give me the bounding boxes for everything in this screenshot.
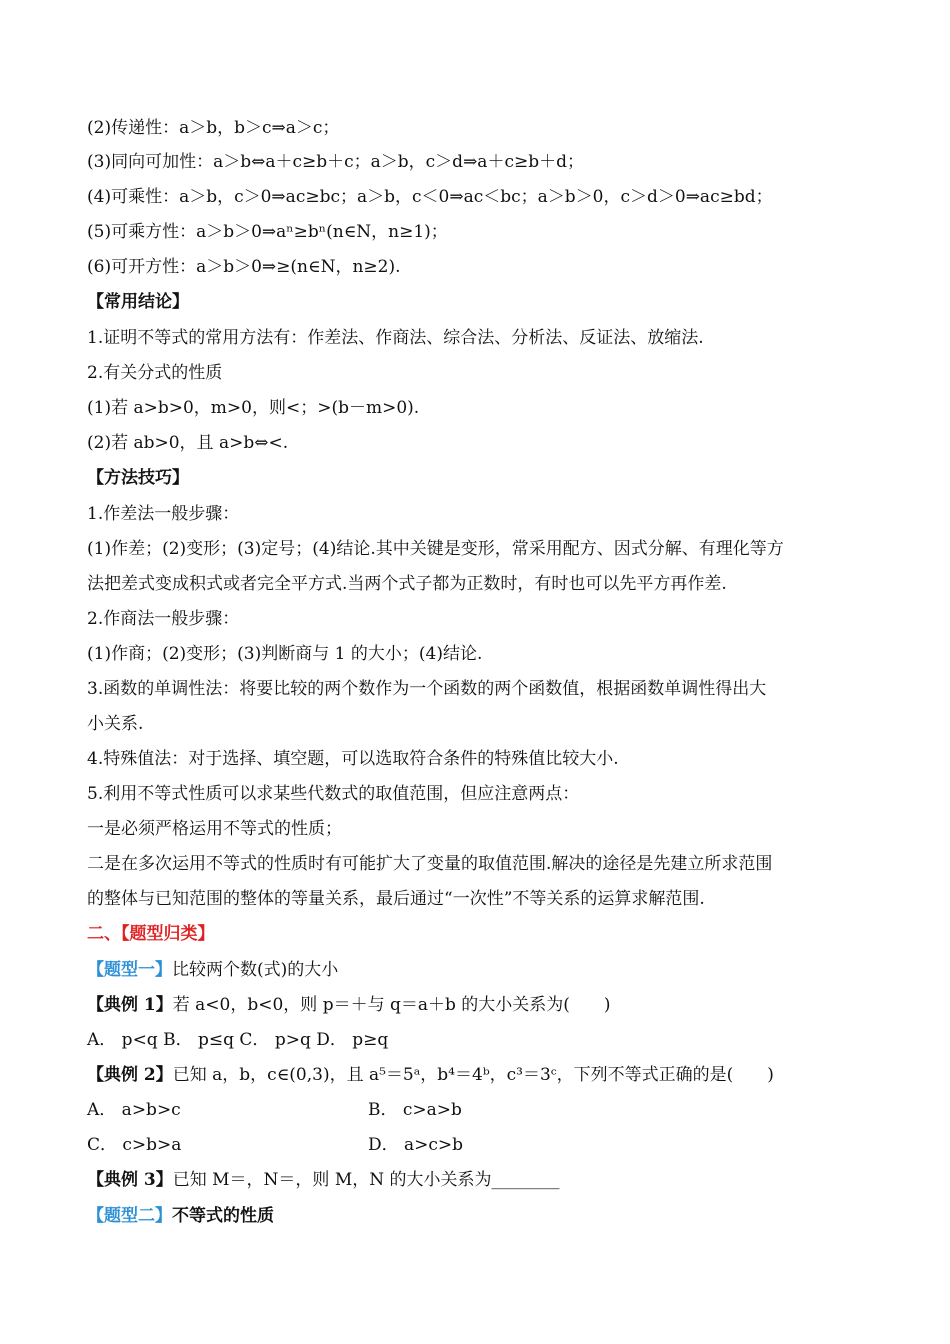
example-1-text: 若 a<0，b<0，则 p＝＋与 q＝a＋b 的大小关系为( ) <box>172 995 611 1015</box>
example-2-option-d: D． a>c>b <box>368 1135 464 1155</box>
conclusion-1: 1.证明不等式的常用方法有：作差法、作商法、综合法、分析法、反证法、放缩法. <box>87 328 704 348</box>
method-1-line-a: (1)作差；(2)变形；(3)定号；(4)结论.其中关键是变形，常采用配方、因式分解、有理化等方 <box>87 539 784 559</box>
method-2: 2.作商法一般步骤： <box>87 609 240 629</box>
example-3-text: 已知 M＝，N＝，则 M，N 的大小关系为________ <box>172 1170 560 1190</box>
example-2-tag: 【典例 2】 <box>87 1065 173 1085</box>
example-2-text: 已知 a，b，c∈(0,3)，且 a⁵＝5ᵃ，b⁴＝4ᵇ，c³＝3ᶜ，下列不等式正确的是( ) <box>172 1065 774 1085</box>
question-type-1-text: 比较两个数(式)的大小 <box>172 960 339 980</box>
example-2-option-a: A． a>b>c <box>87 1100 181 1120</box>
example-1-options: A． p<q B． p≤q C． p>q D． p≥q <box>87 1030 389 1050</box>
method-3-line-a: 3.函数的单调性法：将要比较的两个数作为一个函数的两个函数值，根据函数单调性得出大 <box>87 679 767 699</box>
example-1-tag: 【典例 1】 <box>87 995 173 1015</box>
property-power: (5)可乘方性：a＞b＞0⇒aⁿ≥bⁿ(n∈N，n≥1)； <box>87 222 448 242</box>
example-2-option-b: B． c>a>b <box>368 1100 462 1120</box>
conclusion-2b: (2)若 ab>0，且 a>b⇔<. <box>87 433 289 453</box>
example-3 <box>87 1170 560 1190</box>
question-type-2 <box>87 1206 274 1226</box>
example-2-option-c: C． c>b>a <box>87 1135 182 1155</box>
method-5-point-b-1: 二是在多次运用不等式的性质时有可能扩大了变量的取值范围.解决的途径是先建立所求范围 <box>87 854 773 874</box>
method-5: 5.利用不等式性质可以求某些代数式的取值范围，但应注意两点： <box>87 784 580 804</box>
method-3-line-b: 小关系. <box>87 714 144 734</box>
question-type-2-text: 不等式的性质 <box>172 1206 274 1226</box>
property-additive: (3)同向可加性：a＞b⇔a＋c≥b＋c；a＞b，c＞d⇒a＋c≥b＋d； <box>87 152 584 172</box>
property-root: (6)可开方性：a＞b＞0⇒≥(n∈N，n≥2). <box>87 257 401 277</box>
section-heading-methods: 【方法技巧】 <box>87 468 189 488</box>
question-type-1-tag: 【题型一】 <box>87 960 172 980</box>
conclusion-2a: (1)若 a>b>0，m>0，则<；>(b－m>0). <box>87 398 420 418</box>
example-2 <box>87 1065 774 1085</box>
property-multiplicative: (4)可乘性：a＞b，c＞0⇒ac≥bc；a＞b，c＜0⇒ac＜bc；a＞b＞0，c＞d＞0⇒ac≥bd； <box>87 187 773 207</box>
method-1: 1.作差法一般步骤： <box>87 504 240 524</box>
method-5-point-a: 一是必须严格运用不等式的性质； <box>87 819 342 839</box>
example-3-tag: 【典例 3】 <box>87 1170 173 1190</box>
section-heading-conclusions: 【常用结论】 <box>87 292 189 312</box>
question-type-2-tag: 【题型二】 <box>87 1206 172 1226</box>
example-1 <box>87 995 611 1015</box>
method-1-line-b: 法把差式变成积式或者完全平方式.当两个式子都为正数时，有时也可以先平方再作差. <box>87 574 727 594</box>
method-5-point-b-2: 的整体与已知范围的整体的等量关系，最后通过“一次性”不等关系的运算求解范围. <box>87 889 705 909</box>
method-4: 4.特殊值法：对于选择、填空题，可以选取符合条件的特殊值比较大小. <box>87 749 619 769</box>
property-transitive: (2)传递性：a＞b，b＞c⇒a＞c； <box>87 118 340 138</box>
section-heading-question-types: 二、【题型归类】 <box>87 924 215 944</box>
conclusion-2: 2.有关分式的性质 <box>87 363 223 383</box>
method-2-line-a: (1)作商；(2)变形；(3)判断商与 1 的大小；(4)结论. <box>87 644 483 664</box>
question-type-1 <box>87 960 338 980</box>
